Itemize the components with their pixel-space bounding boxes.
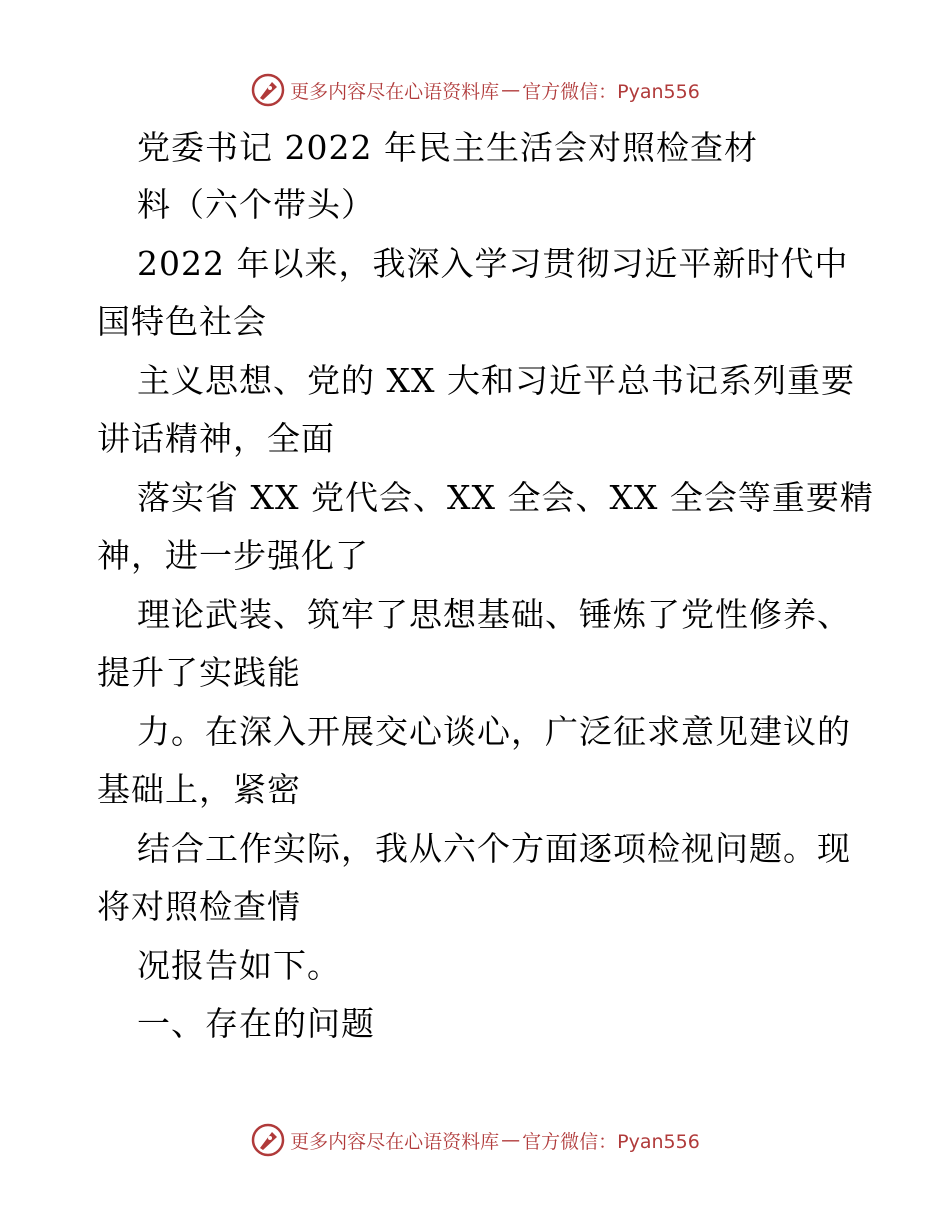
watermark-wechat-text: 官方微信：Pyan556 (522, 80, 700, 103)
document-title-line-2: 料（六个带头） (137, 185, 375, 224)
paragraph-line: 落实省 XX 党代会、XX 全会、XX 全会等重要精 (137, 478, 874, 517)
watermark-site-text: 更多内容尽在心语资料库 (290, 1130, 500, 1153)
watermark-site-text: 更多内容尽在心语资料库 (290, 80, 500, 103)
pen-nib-circle-icon (250, 1122, 286, 1158)
paragraph-line: 况报告如下。 (137, 946, 341, 985)
paragraph-line: 2022 年以来，我深入学习贯彻习近平新时代中 (137, 244, 849, 283)
watermark-banner-top (0, 70, 950, 110)
paragraph-line: 理论武装、筑牢了思想基础、锤炼了党性修养、 (137, 595, 851, 634)
paragraph-line: 提升了实践能 (97, 653, 301, 692)
paragraph-line: 神，进一步强化了 (97, 536, 369, 575)
paragraph-line: 力。在深入开展交心谈心，广泛征求意见建议的 (137, 712, 851, 751)
watermark-banner-bottom (0, 1120, 950, 1160)
paragraph-line: 基础上，紧密 (97, 770, 301, 809)
watermark-separator: — (501, 1129, 521, 1151)
paragraph-line: 国特色社会 (97, 302, 267, 341)
paragraph-line: 将对照检查情 (97, 887, 301, 926)
watermark-separator: — (501, 79, 521, 101)
watermark-wechat-text: 官方微信：Pyan556 (522, 1130, 700, 1153)
section-heading: 一、存在的问题 (137, 1004, 375, 1043)
paragraph-line: 讲话精神，全面 (97, 419, 335, 458)
document-title-line-1: 党委书记 2022 年民主生活会对照检查材 (137, 128, 758, 167)
paragraph-line: 结合工作实际，我从六个方面逐项检视问题。现 (137, 829, 851, 868)
paragraph-line: 主义思想、党的 XX 大和习近平总书记系列重要 (137, 361, 855, 400)
pen-nib-circle-icon (250, 72, 286, 108)
